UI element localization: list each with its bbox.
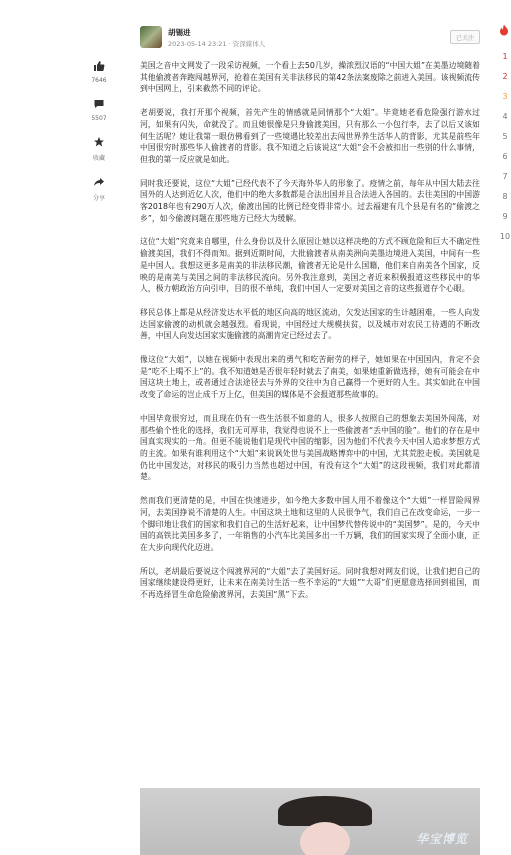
comment-count: 5507	[91, 115, 107, 122]
thumbs-up-icon	[91, 58, 107, 74]
comment-icon	[91, 96, 107, 112]
like-count: 7646	[91, 77, 107, 84]
share-button[interactable]	[86, 174, 112, 202]
rank-item[interactable]: 7	[502, 172, 508, 181]
rank-item[interactable]: 2	[502, 72, 508, 81]
share-icon	[91, 174, 107, 190]
hot-rank-list	[498, 24, 511, 252]
follow-button[interactable]: 已关注	[450, 30, 480, 44]
article-paragraph: 所以，老胡最后要说这个闯渡界河的“大姐”去了美国好运。同时我想对网友们说，让我们把自己的国家继续建设得更好，让未来在南美讨生活一些不幸运的“大姐”“大哥”们更愿意选择回到祖国，而不再选择冒生命危险偷渡界河，去美国“黑”下去。	[140, 566, 480, 600]
author-meta: 2023-05-14 23:21 · 资深媒体人	[168, 40, 266, 48]
rank-item[interactable]: 3	[502, 92, 508, 101]
article-paragraph: 像这位“大姐”，以她在视频中表现出来的勇气和吃苦耐劳的样子，她如果在中国国内，肯定不会是“吃不上喝不上”的。我不知道她是否很年轻时就去了南美，如果她重新做选择，她有可能会在中国这块土地上，或者通过合法途径去与外界的交往中为自己赢得一个更好的人生。其实如此在中国改变了命运的岂止成千万上亿，但美国的媒体是不会报道那些故事的。	[140, 355, 480, 400]
action-rail	[86, 58, 112, 214]
photo-watermark: 华宝博览	[415, 832, 468, 846]
article-paragraph: 然而我们更清楚的是，中国在快速进步，如今绝大多数中国人用不着像这个“大姐”一样冒险闯界河，去美国挣说不清楚的人生。中国这块土地和这里的人民很争气，我们自己在改变命运，一步一个脚印地让我们的国家和我们自己的生活好起来，让中国梦代替传说中的“美国梦”。是的，今天中国的高铁比美国多多了，一年销售的小汽车比美国多出一千万辆，我们的国家实现了全面小康，正在大步向现代化迈进。	[140, 496, 480, 552]
comment-button[interactable]	[86, 96, 112, 122]
author-name[interactable]: 胡锡进	[168, 28, 191, 37]
star-icon	[91, 134, 107, 150]
article-paragraph: 这位“大姐”究竟来自哪里，什么身份以及什么原因让她以这样决绝的方式不顾危险和巨大不确定性偷渡美国，我们不得而知。据到近期时间，大批偷渡者从南美洲向美墨边境进入美国，中间有一些是中国人。我想这更多是南美的非法移民潮，偷渡者无论是什么国籍，他们来自南美各个国家，反映的是南美与美国之间的非法移民流向。另外我注意到，美国之者近来积极报道这些移民中的华人，极力朝政治方向引申，目的很不单纯，我们中国人一定要对美国之音的这些报道存个心眼。	[140, 237, 480, 294]
like-button[interactable]	[86, 58, 112, 84]
article-paragraph: 移民总体上都是从经济发达水平低的地区向高的地区流动，欠发达国家的生计越困难，一些人向发达国家偷渡的动机就会越强烈。看现说，中国经过大规模扶贫，以及城市对农民工待遇的不断改善，中国人向发达国家实施偷渡的高潮肯定已经过去了。	[140, 307, 480, 341]
article-paragraph: 老胡要说，我打开那个视频，首先产生的情感就是同情那个“大姐”。毕竟她老看危险强行游水过河，如果有闪失，命就没了。而且她很像是只身偷渡美国，只有那么一小包行李，去了以后又该如何生活呢？她让我第一眼仿佛看到了一些境遇比较差出去闯世界养生活华人的背影，尤其是前些年中国很穷时那些华人偷渡者的背影。我不知道之后该说这“大姐”会不会被扣出一些别的什么事情，但我的第一反应就是如此。	[140, 108, 480, 164]
share-label: 分享	[92, 195, 105, 202]
article-paragraph: 中国毕竟很穷过，而且现在仍有一些生活很不如意的人，很多人按照自己的想象去美国外闯荡，对那些偷个性化的选择，我们无可厚非，我觉得也说不上一些偷渡者“丢中国的脸”。他们的存在是中国真实现实的一角。但更不能说他们是现代中国的缩影，因为他们不代表今天中国人追求梦想方式的主流。如果有谁利用这个“大姐”来说讽处世与美国战略博弈中的中国，尤其荒腔走板。美国就是仍比中国发达，对移民的吸引力当然也超过中国，有没有这个“大姐”的这段视频，我们对此都清楚。	[140, 413, 480, 482]
favorite-button[interactable]	[86, 134, 112, 162]
article-body	[140, 60, 480, 613]
article-paragraph: 美国之音中文网发了一段采访视频，一个看上去50几岁，操浓烈汉语的“中国大姐”在美墨边境随着其他偷渡者奔跑闯越界河，抢着在美国有关非法移民的第42条法案废除之前进入美国。该视频流传到中国网上，引来截然不同的评论。	[140, 61, 480, 94]
author-header	[140, 26, 480, 54]
rank-item[interactable]: 1	[502, 52, 508, 61]
photo-figure-face	[300, 822, 350, 855]
article-photo	[140, 788, 480, 855]
avatar[interactable]	[140, 26, 162, 48]
article-paragraph: 同时我还要说，这位“大姐”已经代表不了今天海外华人的形象了。疫情之前，每年从中国大陆去往国外的人达到近亿人次，他们中的绝大多数都是合法出国并且合法进入各国的。去往美国的中国游客2018年也有290万人次，偷渡出国的比例已经变得非常小。过去福建有几个县是有名的“偷渡之乡”，如今偷渡问题在那些地方已经大为缓解。	[140, 178, 480, 223]
rank-item[interactable]: 4	[502, 112, 508, 121]
rank-item[interactable]: 10	[499, 232, 511, 241]
rank-item[interactable]: 6	[502, 152, 508, 161]
rank-item[interactable]: 8	[502, 192, 508, 201]
rank-item[interactable]: 9	[502, 212, 508, 221]
flame-icon	[499, 24, 509, 36]
favorite-label: 收藏	[92, 155, 105, 162]
rank-item[interactable]: 5	[502, 132, 508, 141]
